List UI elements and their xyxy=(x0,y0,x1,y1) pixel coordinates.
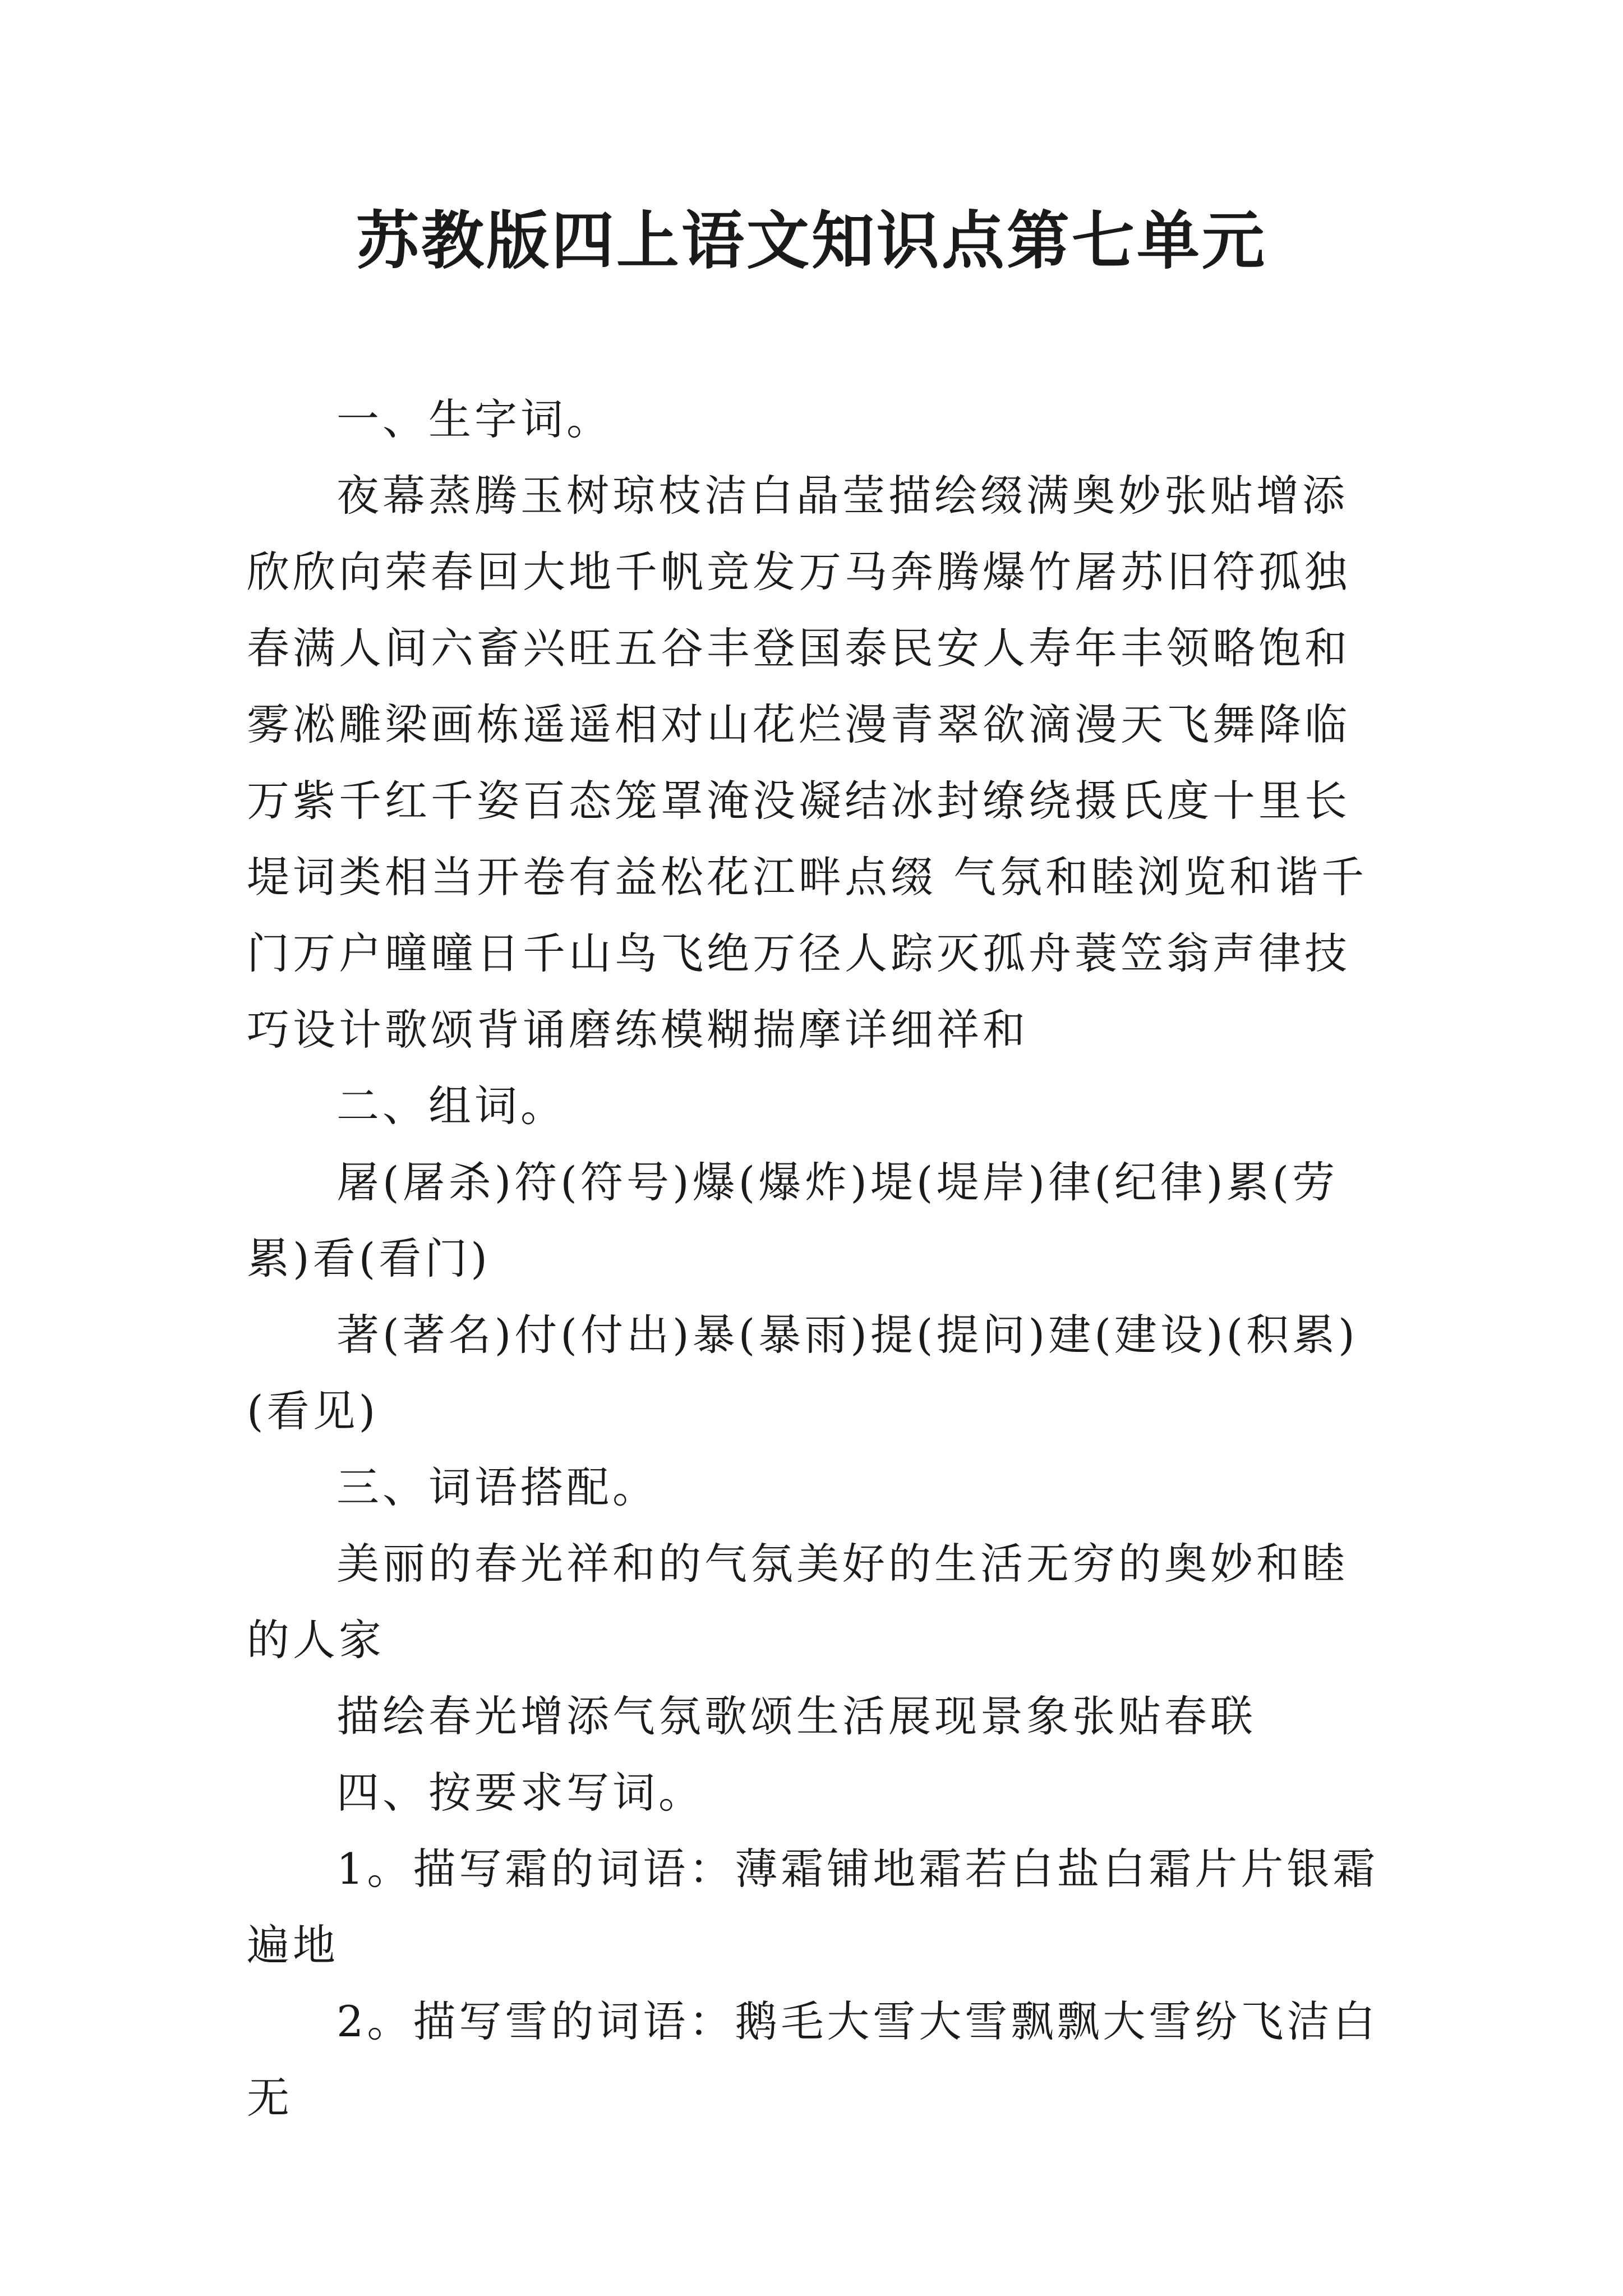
section-heading-vocabulary: 一、生字词。 xyxy=(336,394,612,444)
collocation-line-1: 美丽的春光祥和的气氛美好的生活无穷的奥妙和睦的人家 xyxy=(247,1539,1348,1665)
section-heading-word-building: 二、组词。 xyxy=(336,1081,566,1131)
document-body xyxy=(247,381,1391,2136)
frost-words-line: 1。描写霜的词语：薄霜铺地霜若白盐白霜片片银霜遍地 xyxy=(247,1844,1379,1970)
snow-words-line: 2。描写雪的词语：鹅毛大雪大雪飘飘大雪纷飞洁白无 xyxy=(247,1996,1379,2123)
section-heading-collocation: 三、词语搭配。 xyxy=(336,1462,658,1512)
word-building-line-2: 著(著名)付(付出)暴(暴雨)提(提问)建(建设)(积累)(看见) xyxy=(247,1310,1358,1436)
collocation-line-2: 描绘春光增添气氛歌颂生活展现景象张贴春联 xyxy=(336,1691,1256,1741)
vocabulary-paragraph: 夜幕蒸腾玉树琼枝洁白晶莹描绘缀满奥妙张贴增添欣欣向荣春回大地千帆竞发万马奔腾爆竹屠苏旧符孤独春满人间六畜兴旺五谷丰登国泰民安人寿年丰领略饱和雾凇雕梁画栋遥遥相对山花烂漫青翠欲滴漫天飞舞降临万紫千红千姿百态笼罩淹没凝结冰封缭绕摄氏度十里长堤词类相当开卷有益松花江畔点缀 气氛和睦浏览和谐千门万户曈曈日千山鸟飞绝万径人踪灭孤舟蓑笠翁声律技巧设计歌颂背诵磨练模糊揣摩详细祥和 xyxy=(247,471,1368,1055)
section-heading-write-words: 四、按要求写词。 xyxy=(336,1768,704,1818)
word-building-line-1: 屠(屠杀)符(符号)爆(爆炸)堤(堤岸)律(纪律)累(劳累)看(看门) xyxy=(247,1157,1339,1283)
document-title: 苏教版四上语文知识点第七单元 xyxy=(356,204,1267,278)
